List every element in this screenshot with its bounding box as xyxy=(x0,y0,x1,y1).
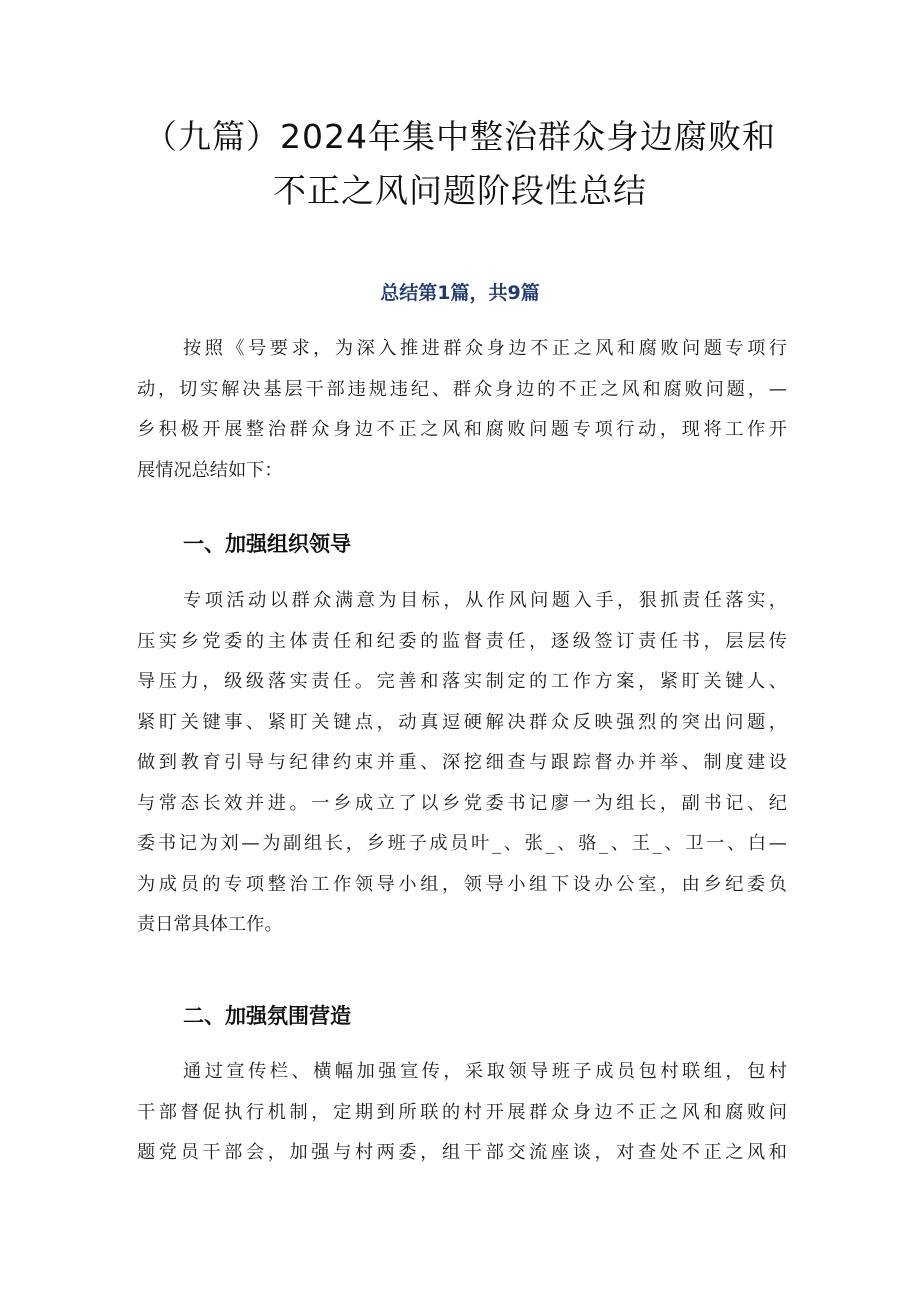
paragraph-line: 专项活动以群众满意为目标，从作风问题入手，狠抓责任落实， xyxy=(183,590,787,611)
section-2-paragraph xyxy=(137,1052,787,1174)
title-line-1: （九篇）2024年集中整治群众身边腐败和 xyxy=(144,117,776,156)
paragraph-line: 压实乡党委的主体责任和纪委的监督责任，逐级签订责任书，层层传 xyxy=(137,630,787,652)
paragraph-line: 做到教育引导与纪律约束并重、深挖细查与跟踪督办并举、制度建设 xyxy=(137,752,787,773)
document-title xyxy=(110,110,810,218)
paragraph-line: 干部督促执行机制，定期到所联的村开展群众身边不正之风和腐败问 xyxy=(137,1101,787,1123)
paragraph-line: 按照《号要求，为深入推进群众身边不正之风和腐败问题专项行 xyxy=(183,338,787,359)
intro-paragraph xyxy=(137,329,787,491)
section-1-paragraph xyxy=(137,581,787,946)
paragraph-line: 为成员的专项整治工作领导小组，领导小组下设办公室，由乡纪委负 xyxy=(137,873,787,895)
paragraph-line: 题党员干部会，加强与村两委，组干部交流座谈，对查处不正之风和 xyxy=(137,1142,787,1163)
title-line-2: 不正之风问题阶段性总结 xyxy=(273,171,647,210)
section-1-heading: 一、加强组织领导 xyxy=(183,532,351,556)
document-subtitle: 总结第1篇，共9篇 xyxy=(380,282,540,304)
paragraph-line: 乡积极开展整治群众身边不正之风和腐败问题专项行动，现将工作开 xyxy=(137,419,787,440)
paragraph-line: 通过宣传栏、横幅加强宣传，采取领导班子成员包村联组，包村 xyxy=(183,1061,787,1082)
paragraph-line: 紧盯关键事、紧盯关键点，动真逗硬解决群众反映强烈的突出问题， xyxy=(137,711,787,733)
section-2-heading: 二、加强氛围营造 xyxy=(183,1004,351,1028)
paragraph-line: 动，切实解决基层干部违规违纪、群众身边的不正之风和腐败问题，— xyxy=(137,378,787,400)
paragraph-line: 导压力，级级落实责任。完善和落实制定的工作方案，紧盯关键人、 xyxy=(137,671,787,692)
paragraph-line: 展情况总结如下： xyxy=(137,459,283,481)
paragraph-line: 责日常具体工作。 xyxy=(137,914,283,935)
paragraph-line: 与常态长效并进。一乡成立了以乡党委书记廖一为组长，副书记、纪 xyxy=(137,792,787,814)
paragraph-line: 委书记为刘—为副组长，乡班子成员叶_、张_、骆_、王_、卫一、白— xyxy=(137,833,787,854)
